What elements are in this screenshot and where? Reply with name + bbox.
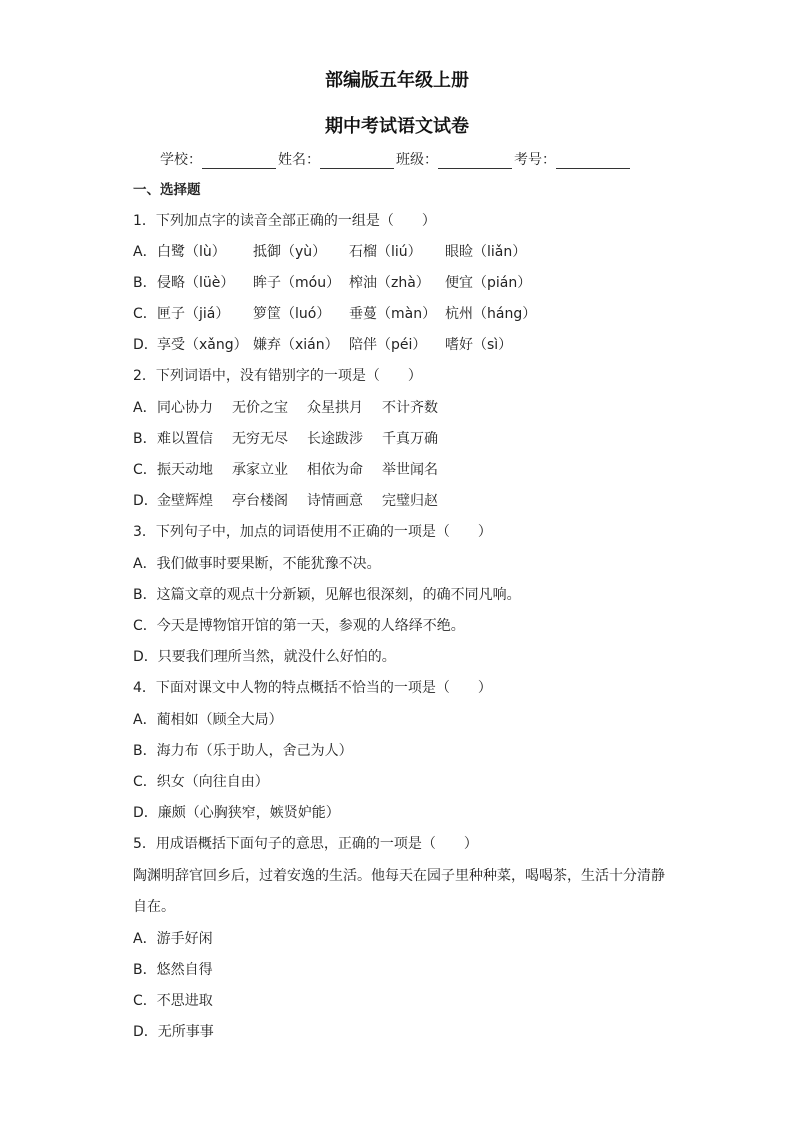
question-1-stem: 1．下列加点字的读音全部正确的一组是（ ） [133,213,436,229]
school-blank [202,152,276,169]
question-4-stem: 4．下面对课文中人物的特点概括不恰当的一项是（ ） [133,680,492,696]
question-2-option-c: C． 振天动地 承家立业 相依为命 举世闻名 [133,462,438,478]
exam-number-blank [556,152,630,169]
question-2-stem: 2．下列词语中，没有错别字的一项是（ ） [133,368,422,384]
exam-number-label: 考号： [514,152,556,168]
question-5-option-c: C．不思进取 [133,993,213,1009]
question-3-option-d: D．只要我们理所当然，就没什么好怕的。 [133,649,396,665]
name-field [278,149,396,169]
question-5-passage-line-1: 陶渊明辞官回乡后，过着安逸的生活。他每天在园子里种种菜，喝喝茶，生活十分清静 [133,868,665,884]
question-2-option-d: D． 金壁辉煌 亭台楼阁 诗情画意 完璧归赵 [133,493,438,509]
question-4-option-a: A．蔺相如（顾全大局） [133,712,283,728]
question-3-option-c: C．今天是博物馆开馆的第一天，参观的人络绎不绝。 [133,618,465,634]
question-5-stem: 5．用成语概括下面句子的意思，正确的一项是（ ） [133,836,478,852]
school-label: 学校： [160,152,202,168]
question-2-option-a: A． 同心协力 无价之宝 众星拱月 不计齐数 [133,400,438,416]
question-1-option-a: A． 白鹭（lù） 抵御（yù） 石榴（liú） 眼睑（liǎn） [133,244,527,260]
exam-title-name: 期中考试语文试卷 [325,116,469,137]
class-blank [438,152,512,169]
question-3-stem: 3．下列句子中，加点的词语使用不正确的一项是（ ） [133,524,492,540]
student-info-line [160,149,632,169]
question-5-option-a: A．游手好闲 [133,931,213,947]
question-3-option-a: A．我们做事时要果断，不能犹豫不决。 [133,556,381,572]
section-heading: 一、选择题 [133,182,201,198]
question-5-option-d: D．无所事事 [133,1024,214,1040]
question-1-option-b: B． 侵略（lüè） 眸子（móu） 榨油（zhà） 便宜（pián） [133,275,532,291]
question-4-option-d: D．廉颇（心胸狭窄，嫉贤妒能） [133,805,340,821]
question-2-option-b: B． 难以置信 无穷无尽 长途跋涉 千真万确 [133,431,438,447]
exam-title-grade: 部编版五年级上册 [325,70,469,91]
question-4-option-c: C．织女（向往自由） [133,774,269,790]
question-1-option-d: D． 享受（xǎng） 嫌弃（xián） 陪伴（péi） 嗜好（sì） [133,337,513,353]
question-4-option-b: B．海力布（乐于助人，舍己为人） [133,743,353,759]
question-3-option-b: B．这篇文章的观点十分新颖，见解也很深刻，的确不同凡响。 [133,587,521,603]
class-field [396,149,514,169]
question-1-option-c: C． 匣子（jiá） 箩筐（luó） 垂蔓（màn） 杭州（háng） [133,306,537,322]
exam-number-field [514,149,632,169]
name-label: 姓名： [278,152,320,168]
school-field [160,149,278,169]
name-blank [320,152,394,169]
question-5-option-b: B．悠然自得 [133,962,213,978]
question-5-passage-line-2: 自在。 [133,899,175,915]
class-label: 班级： [396,152,438,168]
